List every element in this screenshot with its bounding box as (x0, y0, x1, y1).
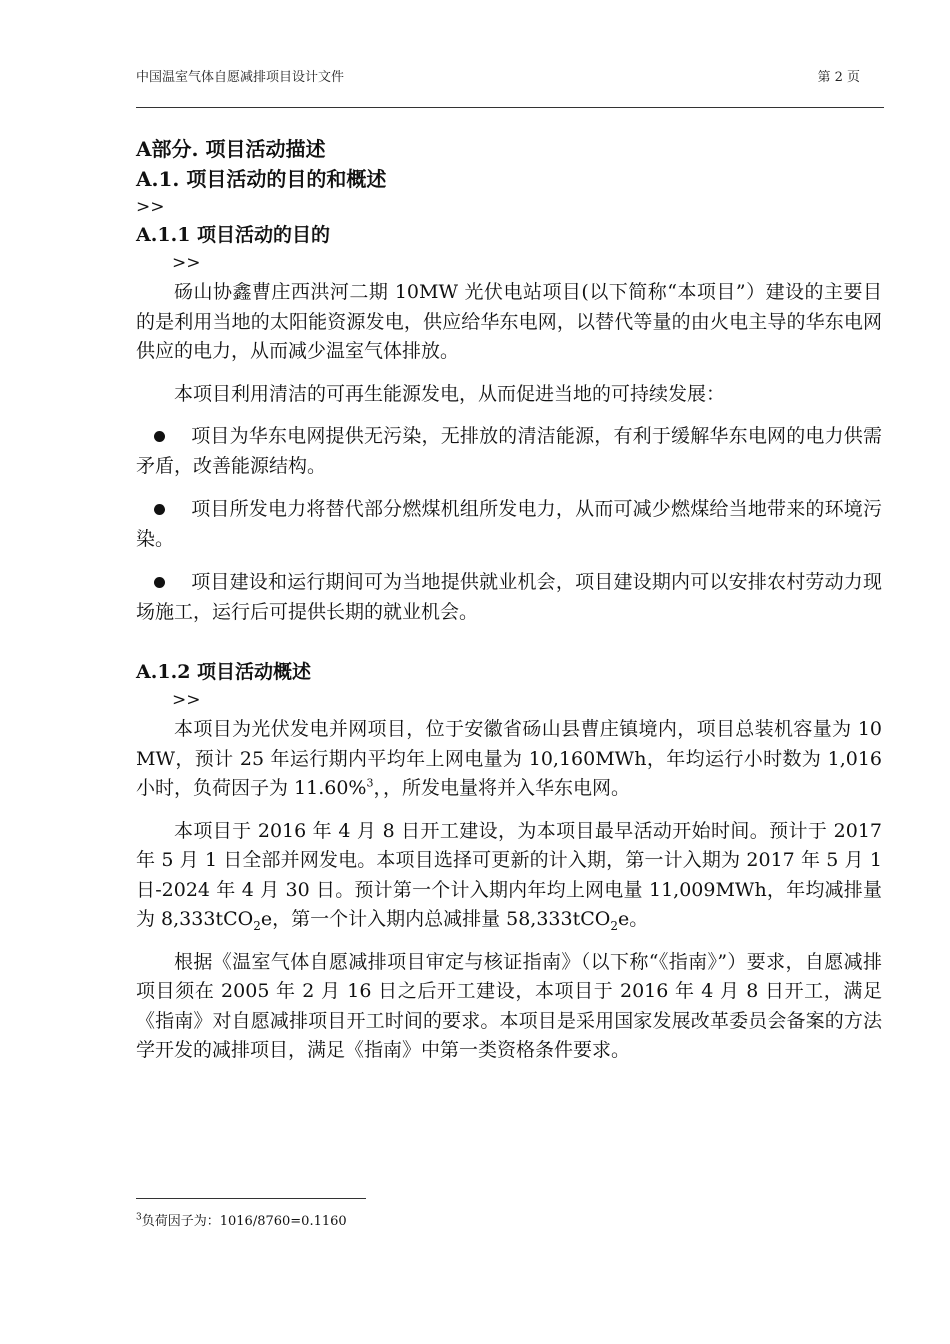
a12-p2-text: 本项目于 2016 年 4 月 8 日开工建设，为本项目最早活动开始时间。预计于 2017 年 5 月 1 日全部并网发电。本项目选择可更新的计入期，第一计入期为 2017 年 5 月 1 日-2024 年 4 月 30 日。预计第一个计入期内年均上网电量 11,009MWh，年均减排量为 8,333tCO (136, 819, 882, 930)
bullet-icon (154, 504, 165, 515)
bullet-icon (154, 577, 165, 588)
a12-p2-text-mid: e，第一个计入期内总减排量 58,333tCO (260, 908, 611, 930)
header-page-number: 第 2 页 (817, 70, 860, 85)
subscript: 2 (610, 918, 618, 933)
section-a12-marker: >> (172, 690, 201, 710)
a12-p1-text: 本项目为光伏发电并网项目，位于安徽省砀山县曹庄镇境内，项目总装机容量为 10 MW，预计 25 年运行期内平均年上网电量为 10,160MWh，年均运行小时数为 1,016 小时，负荷因子为 11.60% (136, 718, 882, 799)
footnote-text: 负荷因子为：1016/8760=0.1160 (141, 1214, 347, 1229)
section-a1-marker: >> (136, 197, 165, 217)
footnote-ref[interactable]: 3 (366, 776, 374, 790)
a12-paragraph-3: 根据《温室气体自愿减排项目审定与核证指南》（以下称“《指南》”）要求，自愿减排项目须在 2005 年 2 月 16 日之后开工建设，本项目于 2016 年 4 月 8 日开工，满足《指南》对自愿减排项目开工时间的要求。本项目是采用国家发展改革委员会备案的方法学开发的减排项目，满足《指南》中第一类资格条件要求。 (136, 950, 882, 1061)
section-a1-title: A.1. 项目活动的目的和概述 (136, 167, 387, 191)
footnote (136, 1210, 347, 1229)
header-title: 中国温室气体自愿减排项目设计文件 (136, 70, 345, 85)
bullet-text: 项目建设和运行期间可为当地提供就业机会，项目建设期内可以安排农村劳动力现场施工，运行后可提供长期的就业机会。 (136, 571, 882, 623)
section-a11-title: A.1.1 项目活动的目的 (136, 224, 331, 246)
a11-paragraph-2: 本项目利用清洁的可再生能源发电，从而促进当地的可持续发展： (174, 382, 726, 405)
section-a12-title: A.1.2 项目活动概述 (136, 661, 312, 683)
section-a11-marker: >> (172, 253, 201, 273)
a12-paragraph-1 (136, 715, 882, 804)
subscript: 2 (253, 918, 261, 933)
a12-paragraph-2 (136, 817, 882, 935)
bullet-icon (154, 431, 165, 442)
bullet-text: 项目为华东电网提供无污染，无排放的清洁能源，有利于缓解华东电网的电力供需矛盾，改善能源结构。 (136, 425, 882, 477)
footnote-number: 3 (136, 1212, 142, 1223)
part-title: A部分. 项目活动描述 (136, 137, 326, 161)
bullet-item (136, 568, 882, 627)
a12-p2-text-end: e。 (617, 908, 649, 930)
bullet-item (136, 495, 882, 554)
bullet-text: 项目所发电力将替代部分燃煤机组所发电力，从而可减少燃煤给当地带来的环境污染。 (136, 498, 882, 550)
document-body (136, 134, 882, 1079)
footnote-divider (136, 1198, 366, 1199)
bullet-item (136, 422, 882, 481)
a11-paragraph-1: 砀山协鑫曹庄西洪河二期 10MW 光伏电站项目(以下简称“本项目”）建设的主要目的是利用当地的太阳能资源发电，供应给华东电网，以替代等量的由火电主导的华东电网供应的电力，从而减少温室气体排放。 (136, 281, 882, 362)
header-divider (136, 107, 884, 108)
a12-p1-text-end: ，，所发电量将并入华东电网。 (373, 777, 631, 799)
